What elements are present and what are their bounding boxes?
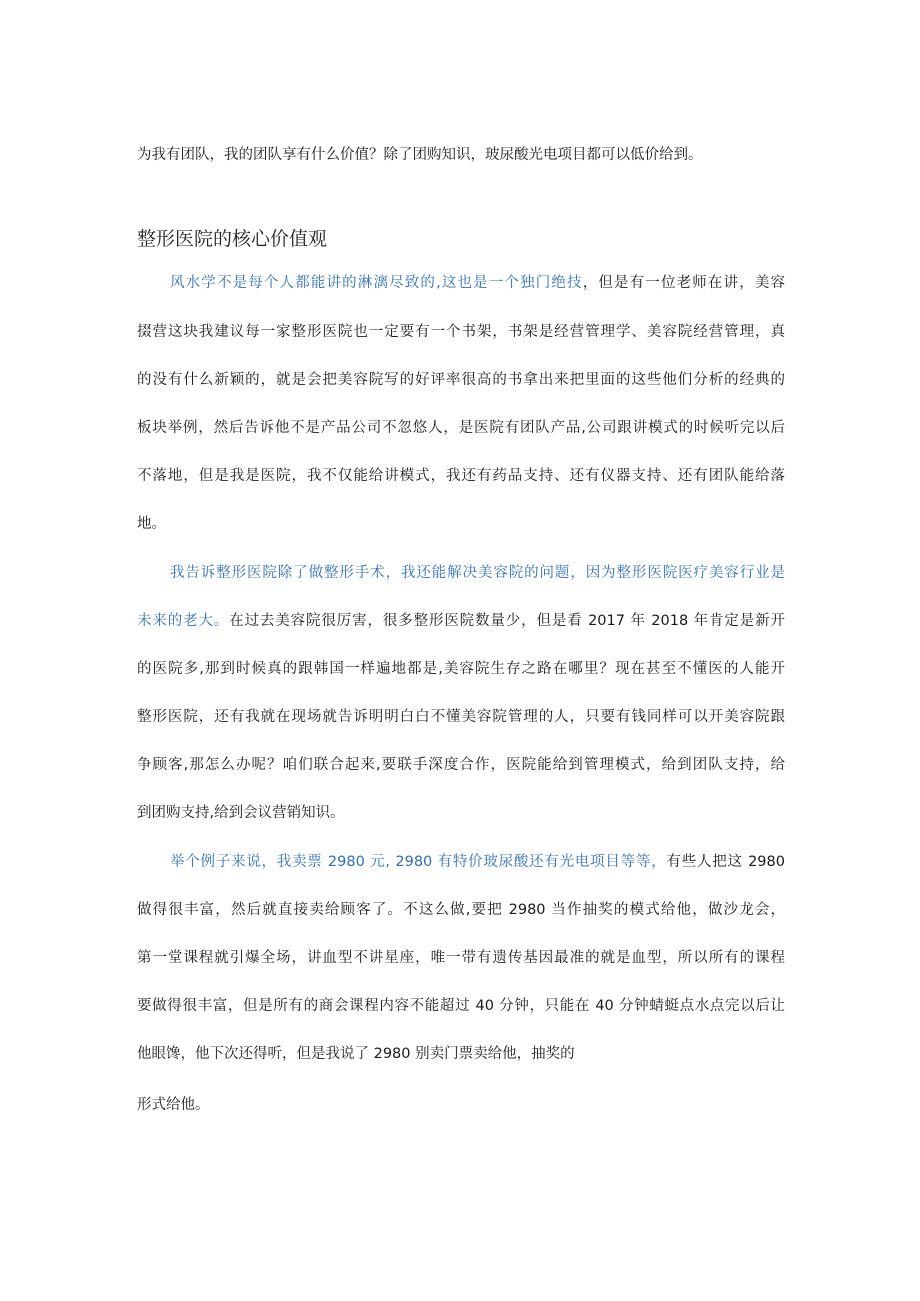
paragraph-1-line-6: 地。: [137, 516, 166, 532]
paragraph-3-line-3: 第一堂课程就引爆全场，讲血型不讲星座，唯一带有遗传基因最准的就是血型，所以所有的课程: [137, 950, 785, 966]
paragraph-1-line-4: 板块举例，然后告诉他不是产品公司不忽悠人，是医院有团队产品,公司跟讲模式的时候听完以后: [137, 420, 785, 436]
paragraph-1-line-3: 的没有什么新颖的，就是会把美容院写的好评率很高的书拿出来把里面的这些他们分析的经典的: [137, 372, 785, 388]
body-text: 有些人把这 2980: [666, 854, 785, 870]
paragraph-3-line-5: 他眼馋，他下次还得听，但是我说了 2980 别卖门票卖给他，抽奖的: [137, 1046, 575, 1062]
section-heading: 整形医院的核心价值观: [137, 228, 328, 250]
paragraph-2-line-2: [137, 611, 785, 631]
highlight-text: 风水学不是每个人都能讲的淋漓尽致的,这也是一个独门绝技: [170, 275, 583, 291]
paragraph-1-line-5: 不落地，但是我是医院，我不仅能给讲模式，我还有药品支持、还有仪器支持、还有团队能给落: [137, 468, 785, 484]
paragraph-3-line-6: 形式给他。: [137, 1097, 210, 1113]
highlight-text: 未来的老大。: [137, 613, 230, 629]
intro-line: 为我有团队，我的团队享有什么价值？除了团购知识，玻尿酸光电项目都可以低价给到。: [137, 147, 703, 163]
paragraph-2-line-3: 的医院多,那到时候真的跟韩国一样遍地都是,美容院生存之路在哪里？现在甚至不懂医的人能开: [137, 661, 785, 677]
paragraph-2-line-1: 我告诉整形医院除了做整形手术，我还能解决美容院的问题，因为整形医院医疗美容行业是: [170, 565, 785, 581]
paragraph-2-line-4: 整形医院，还有我就在现场就告诉明明白白不懂美容院管理的人，只要有钱同样可以开美容院跟: [137, 709, 785, 725]
paragraph-2-line-6: 到团购支持,给到会议营销知识。: [137, 805, 345, 821]
paragraph-3-line-1: [170, 852, 785, 872]
body-text: ，但是有一位老师在讲，美容: [582, 275, 785, 291]
paragraph-3-line-2: 做得很丰富，然后就直接卖给顾客了。不这么做,要把 2980 当作抽奖的模式给他，做沙龙会，: [137, 902, 785, 918]
paragraph-1-line-1: [170, 273, 785, 293]
paragraph-3-line-4: 要做得很丰富，但是所有的商会课程内容不能超过 40 分钟，只能在 40 分钟蜻蜓点水点完以后让: [137, 998, 785, 1014]
body-text: 在过去美容院很厉害，很多整形医院数量少，但是看 2017 年 2018 年肯定是新开: [229, 613, 785, 629]
paragraph-1-line-2: 掇营这块我建议每一家整形医院也一定要有一个书架，书架是经营管理学、美容院经营管理，真: [137, 324, 785, 340]
highlight-text: 举个例子来说，我卖票 2980 元, 2980 有特价玻尿酸还有光电项目等等，: [170, 854, 667, 870]
paragraph-2-line-5: 争顾客,那怎么办呢？咱们联合起来,要联手深度合作，医院能给到管理模式，给到团队支持，给: [137, 757, 785, 773]
